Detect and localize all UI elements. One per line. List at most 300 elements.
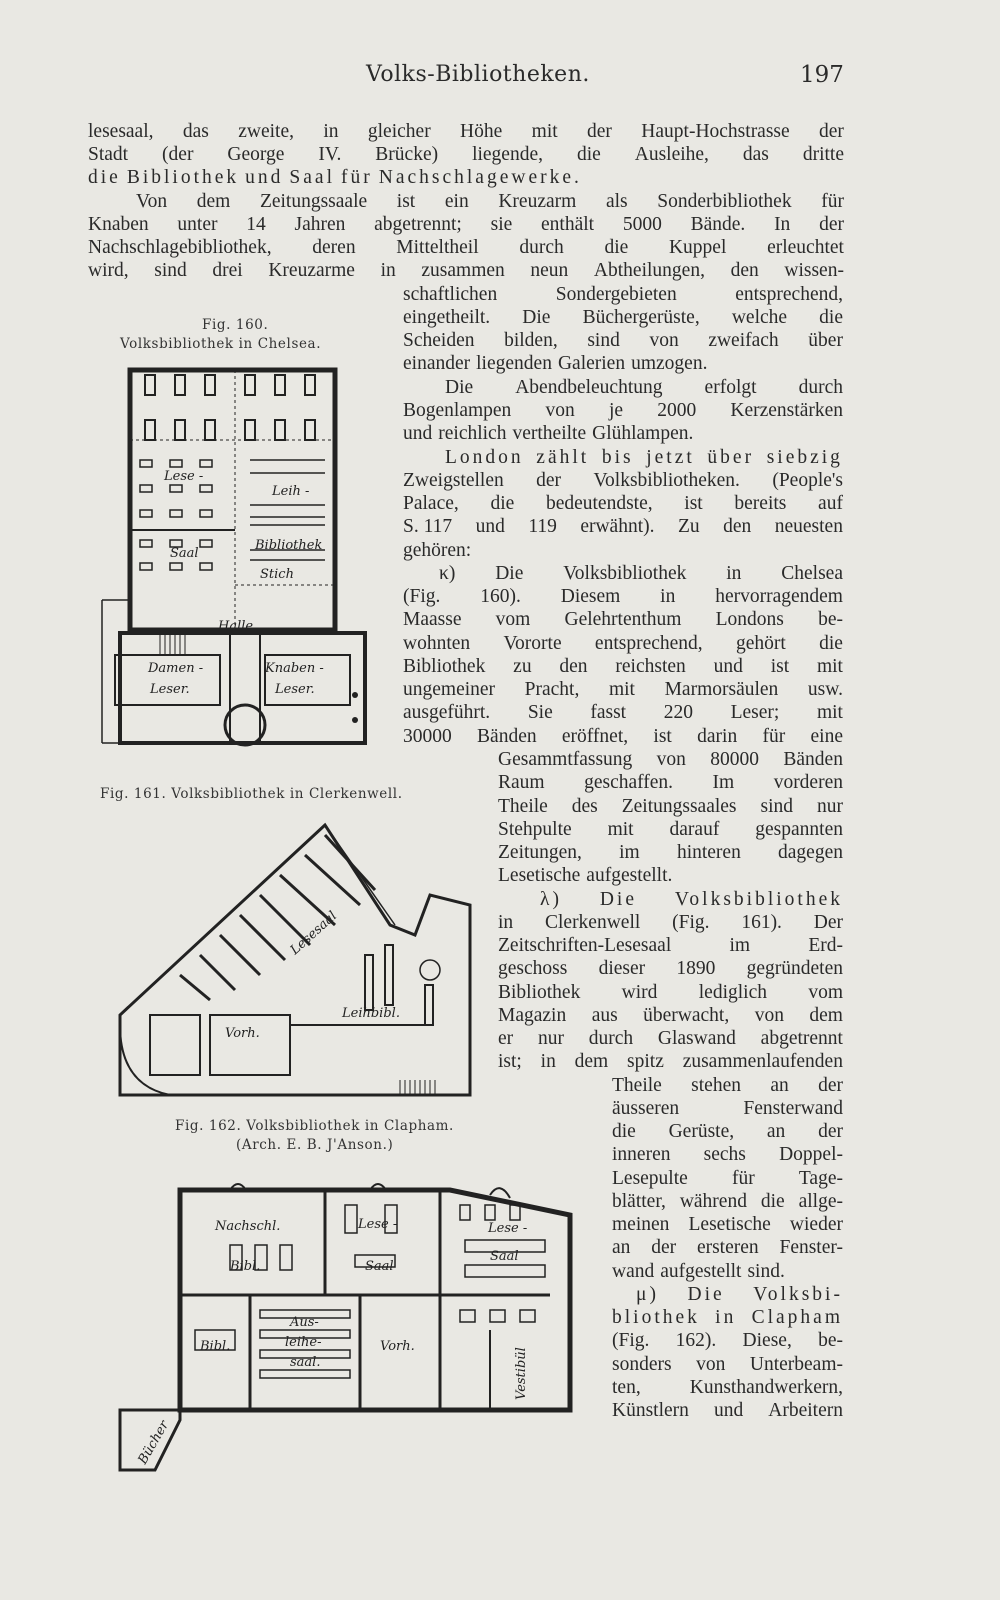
text-line (498, 864, 843, 887)
word: die (604, 237, 629, 258)
word: an (612, 1237, 631, 1258)
word: Die (522, 307, 551, 328)
word: Erd- (808, 935, 843, 956)
text-line (88, 236, 844, 259)
word: Stehpulte (498, 819, 572, 840)
fig160-label-stich: Stich (260, 567, 294, 582)
word: 5000 (622, 214, 662, 235)
word: Diese, (742, 1330, 792, 1351)
word: entsprechend, (735, 284, 843, 305)
word: sind (760, 796, 793, 817)
word: erleuchtet (767, 237, 844, 258)
word: für (731, 1168, 755, 1189)
word: vorderen (773, 772, 843, 793)
word: ausgeführt. (403, 702, 491, 723)
word: Bände. (690, 214, 746, 235)
text-line (498, 888, 843, 911)
word: Lesetische (688, 1214, 771, 1235)
fig162-label-vorh: Vorh. (380, 1339, 415, 1354)
word: erfolgt (704, 377, 757, 398)
word: geschaffen. (584, 772, 674, 793)
word: in (380, 260, 396, 281)
word: Bänden (783, 749, 843, 770)
word: der (819, 214, 844, 235)
word: lesesaal, (88, 121, 154, 142)
word: zu (513, 656, 532, 677)
word: wieder (789, 1214, 843, 1235)
word: die (612, 1121, 636, 1142)
word: dem (574, 1051, 609, 1072)
word: Volksbibliothek (563, 563, 687, 584)
word: Maasse (403, 609, 462, 630)
word: siebzig (766, 447, 843, 468)
word: zusammen (421, 260, 505, 281)
text-line (498, 1004, 843, 1027)
word: Chelsea (781, 563, 843, 584)
fig160-label-halle: Halle (218, 619, 254, 634)
text-line (403, 515, 843, 538)
word: Glühlampen. (592, 423, 694, 444)
word: welche (731, 307, 788, 328)
word: enthält (541, 214, 595, 235)
word: den (723, 516, 752, 537)
word: meinen (612, 1214, 670, 1235)
word: an (770, 1075, 789, 1096)
word: an (766, 1121, 786, 1142)
text-line (403, 632, 843, 655)
word: Der (813, 912, 843, 933)
word: wohnten (403, 633, 471, 654)
text-line (498, 795, 843, 818)
word: Lesepulte (612, 1168, 688, 1189)
fig160-label-damen: Damen - (148, 661, 204, 676)
word: eingetheilt. (403, 307, 491, 328)
word: in (323, 121, 339, 142)
running-header (0, 62, 1000, 92)
fig162-label-bibl: Bibl. (230, 1259, 261, 1274)
word: umzogen. (631, 353, 708, 374)
word: von (696, 1354, 726, 1375)
word: Saal (289, 167, 335, 188)
word: 161). (741, 912, 782, 933)
word: fasst (590, 702, 627, 723)
fig161-floor-plan (110, 805, 480, 1115)
text-line (498, 818, 843, 841)
word: mit (816, 656, 843, 677)
word: aufgestellt (660, 1261, 742, 1282)
word: Magazin (498, 1005, 567, 1026)
word: ist (396, 191, 416, 212)
word: Die (495, 563, 524, 584)
word: während (679, 1191, 747, 1212)
word: κ) (439, 563, 456, 584)
text-line (612, 1213, 843, 1236)
fig160-label-damen-leser: Leser. (150, 682, 190, 697)
word: ist (770, 656, 790, 677)
text-line (403, 492, 843, 515)
word: Marmorsäulen (664, 679, 779, 700)
word: Kreuzarme (268, 260, 355, 281)
word: vom (808, 982, 843, 1003)
fig162-label-aus: Aus- (290, 1315, 319, 1330)
word: von (754, 1005, 784, 1026)
word: neun (530, 260, 569, 281)
word: Theile (612, 1075, 662, 1096)
word: zweite, (238, 121, 294, 142)
word: als (605, 191, 628, 212)
word: den (730, 260, 759, 281)
word: gehören: (403, 540, 472, 561)
word: ersteren (696, 1237, 759, 1258)
word: dem (809, 1005, 843, 1026)
word: Abtheilungen, (593, 260, 705, 281)
word: sind (154, 260, 187, 281)
word: S. 117 (403, 516, 453, 537)
word: erwähnt). (580, 516, 655, 537)
running-title: Volks-Bibliotheken. (366, 62, 590, 87)
word: Sie (527, 702, 553, 723)
word: Theile (498, 796, 548, 817)
word: das (182, 121, 209, 142)
word: bedeutendste, (545, 493, 653, 514)
word: überwacht, (643, 1005, 730, 1026)
word: usw. (807, 679, 843, 700)
word: Zu (677, 516, 700, 537)
word: in (660, 586, 676, 607)
word: Mitteltheil (396, 237, 479, 258)
word: wird, (88, 260, 129, 281)
text-line (612, 1167, 843, 1190)
word: ungemeiner (403, 679, 496, 700)
word: hinteren (676, 842, 741, 863)
word: den (559, 656, 588, 677)
word: er (498, 1028, 514, 1049)
fig162-floor-plan (110, 1160, 600, 1560)
word: sind. (747, 1261, 785, 1282)
word: und (713, 1400, 744, 1421)
word: Die (599, 889, 637, 910)
fig161-label-vorh: Vorh. (225, 1026, 260, 1041)
word: die (490, 493, 515, 514)
word: reichsten (615, 656, 686, 677)
word: Fensterwand (743, 1098, 843, 1119)
text-line (403, 562, 843, 585)
text-line (498, 911, 843, 934)
word: bereits (734, 493, 787, 514)
fig161-label-lesesaal: Lesesaal (287, 908, 341, 958)
text-line (498, 1050, 843, 1073)
fig160-label-knaben: Knaben - (265, 661, 324, 676)
word: sie (490, 214, 513, 235)
word: Im (712, 772, 735, 793)
word: drei (212, 260, 243, 281)
word: Sondergebieten (555, 284, 677, 305)
word: gehört (735, 633, 786, 654)
word: Arbeitern (768, 1400, 843, 1421)
word: dieser (598, 958, 646, 979)
word: Glaswand (657, 1028, 736, 1049)
word: Gelehrtenthum (564, 609, 682, 630)
text-line (498, 934, 843, 957)
word: mit (608, 679, 635, 700)
word: Nachschlagewerke. (378, 167, 582, 188)
word: darin (697, 726, 738, 747)
text-line (498, 771, 843, 794)
word: Palace, (403, 493, 459, 514)
word: je (608, 400, 624, 421)
word: über (808, 330, 843, 351)
word: Zeitungssaale (259, 191, 368, 212)
text-line (498, 1027, 843, 1050)
fig161-label-leihbibl: Leihbibl. (342, 1006, 400, 1021)
word: in (715, 1307, 737, 1328)
text-line (88, 259, 844, 282)
word: Tage- (798, 1168, 843, 1189)
word: Stadt (88, 144, 129, 165)
word: Scheiden (403, 330, 475, 351)
word: das (742, 144, 769, 165)
word: deren (312, 237, 356, 258)
fig160-label-leih: Leih - (272, 484, 310, 499)
text-line (88, 120, 844, 143)
text-line (498, 957, 843, 980)
text-line (498, 981, 843, 1004)
word: die (819, 633, 843, 654)
word: und (245, 167, 284, 188)
text-line (612, 1074, 843, 1097)
word: bilden, (504, 330, 558, 351)
fig160-caption-title: Volksbibliothek in Chelsea. (120, 336, 322, 352)
word: durch (519, 237, 564, 258)
text-line (403, 701, 843, 724)
word: Kerzenstärken (730, 400, 843, 421)
word: sind (587, 330, 620, 351)
text-line (403, 422, 843, 445)
fig162-label-nachschl: Nachschl. (215, 1219, 281, 1234)
word: gespannten (755, 819, 843, 840)
word: Abendbeleuchtung (515, 377, 663, 398)
word: jetzt (646, 447, 695, 468)
word: (Fig. (403, 586, 441, 607)
text-line (403, 608, 843, 631)
fig162-label-saal: Saal (365, 1259, 394, 1274)
text-line (403, 678, 843, 701)
fig160-caption-number: Fig. 160. (202, 317, 269, 333)
text-line (612, 1376, 843, 1399)
word: Ausleihe, (634, 144, 709, 165)
word: auf (818, 493, 843, 514)
word: der (536, 470, 562, 491)
word: Zeitschriften-Lesesaal (498, 935, 672, 956)
word: reichlich (438, 423, 507, 444)
word: und (403, 423, 433, 444)
word: von (649, 330, 679, 351)
word: 30000 (403, 726, 452, 747)
word: zusammenlaufenden (682, 1051, 843, 1072)
word: zweifach (708, 330, 779, 351)
text-line (612, 1097, 843, 1120)
word: Galerien (557, 353, 626, 374)
word: darauf (669, 819, 720, 840)
word: In (774, 214, 791, 235)
word: ein (444, 191, 469, 212)
word: einander (403, 353, 471, 374)
word: vom (495, 609, 531, 630)
word: sechs (703, 1144, 746, 1165)
word: Leser; (730, 702, 780, 723)
word: vertheilte (512, 423, 587, 444)
word: 80000 (710, 749, 760, 770)
fig160-label-saal: Saal (170, 546, 199, 561)
word: ist (653, 726, 672, 747)
word: Clapham (751, 1307, 843, 1328)
word: (People's (772, 470, 843, 491)
word: Kuppel (668, 237, 727, 258)
word: Diesem (560, 586, 621, 607)
word: von (545, 400, 575, 421)
word: be- (818, 609, 843, 630)
fig162-label-ausleihe-saal: saal. (290, 1355, 321, 1370)
text-line (612, 1283, 843, 1306)
word: Lesetische (498, 865, 581, 886)
text-line (403, 446, 843, 469)
word: be- (818, 1330, 843, 1351)
text-line (403, 306, 843, 329)
word: unter (177, 214, 218, 235)
word: und (475, 516, 505, 537)
word: 2000 (657, 400, 697, 421)
word: (Fig. (612, 1330, 650, 1351)
word: allge- (798, 1191, 843, 1212)
word: ist; (498, 1051, 522, 1072)
word: der (818, 1075, 843, 1096)
word: Unterbeam- (749, 1354, 843, 1375)
text-line (88, 143, 844, 166)
word: 14 (246, 214, 266, 235)
word: Volksbibliotheken. (593, 470, 740, 491)
text-line (88, 166, 844, 189)
word: durch (798, 377, 843, 398)
word: λ) (540, 889, 562, 910)
word: inneren (612, 1144, 671, 1165)
word: gleicher (367, 121, 431, 142)
word: Brücke) (375, 144, 439, 165)
word: Clerkenwell (544, 912, 641, 933)
text-line (403, 585, 843, 608)
word: aufgestellt. (586, 865, 673, 886)
word: die (819, 307, 843, 328)
word: dagegen (778, 842, 843, 863)
text-line (88, 213, 844, 236)
word: Die (445, 377, 474, 398)
text-line (612, 1353, 843, 1376)
word: in (498, 912, 514, 933)
word: spitz (627, 1051, 664, 1072)
fig160-label-lese: Lese - (164, 469, 204, 484)
text-line (612, 1306, 843, 1329)
word: Fenster- (779, 1237, 843, 1258)
word: nur (537, 1028, 564, 1049)
word: geschoss (498, 958, 568, 979)
word: Büchergerüste, (582, 307, 700, 328)
word: Bänden (477, 726, 537, 747)
text-line (403, 399, 843, 422)
word: die (760, 1191, 785, 1212)
word: Raum (498, 772, 545, 793)
word: Volksbibliothek (674, 889, 843, 910)
word: dem (196, 191, 231, 212)
word: Bibliothek (498, 982, 581, 1003)
text-line (88, 190, 844, 213)
text-line (612, 1329, 843, 1352)
word: und (713, 656, 743, 677)
word: Bibliothek (403, 656, 486, 677)
word: Vororte (503, 633, 562, 654)
word: 119 (528, 516, 557, 537)
word: gegründeten (746, 958, 843, 979)
word: Kreuzarm (498, 191, 577, 212)
fig160-label-knaben-leser: Leser. (275, 682, 315, 697)
word: der (587, 121, 612, 142)
word: der (651, 1237, 677, 1258)
fig162-label-buecher: Bücher (135, 1418, 173, 1467)
fig162-label-lese: Lese - (358, 1217, 398, 1232)
word: in (540, 1051, 556, 1072)
word: der (818, 1121, 843, 1142)
word: Haupt-Hochstrasse (641, 121, 790, 142)
word: Londons (715, 609, 784, 630)
word: im (619, 842, 640, 863)
word: IV. (318, 144, 342, 165)
fig160-label-bibliothek: Bibliothek (255, 538, 323, 553)
text-line (403, 329, 843, 352)
word: dritte (802, 144, 844, 165)
word: lediglich (698, 982, 767, 1003)
word: Von (136, 191, 168, 212)
word: London (445, 447, 524, 468)
word: in (726, 563, 742, 584)
text-line (612, 1260, 843, 1283)
word: Bogenlampen (403, 400, 512, 421)
word: bis (601, 447, 634, 468)
word: Volksbi- (753, 1284, 843, 1305)
word: abgetrennt; (374, 214, 462, 235)
text-line (612, 1143, 843, 1166)
word: zählt (536, 447, 590, 468)
word: μ) (636, 1284, 659, 1305)
word: Höhe (460, 121, 503, 142)
word: neuesten (774, 516, 843, 537)
word: liegenden (476, 353, 552, 374)
word: liegende, (472, 144, 543, 165)
word: ist (684, 493, 703, 514)
fig162-label-saal-2: Saal (490, 1249, 519, 1264)
page-number: 197 (800, 62, 844, 88)
fig162-label-bibl-2: Bibl. (200, 1339, 231, 1354)
word: Nachschlagebibliothek, (88, 237, 272, 258)
text-line (498, 841, 843, 864)
word: wird (621, 982, 658, 1003)
word: stehen (691, 1075, 741, 1096)
word: der (819, 121, 844, 142)
text-line (612, 1236, 843, 1259)
word: Bibliothek (126, 167, 240, 188)
word: Zeitungen, (498, 842, 582, 863)
word: 220 (663, 702, 693, 723)
word: bliothek (612, 1307, 700, 1328)
word: Jahren (294, 214, 346, 235)
word: Die (687, 1284, 725, 1305)
